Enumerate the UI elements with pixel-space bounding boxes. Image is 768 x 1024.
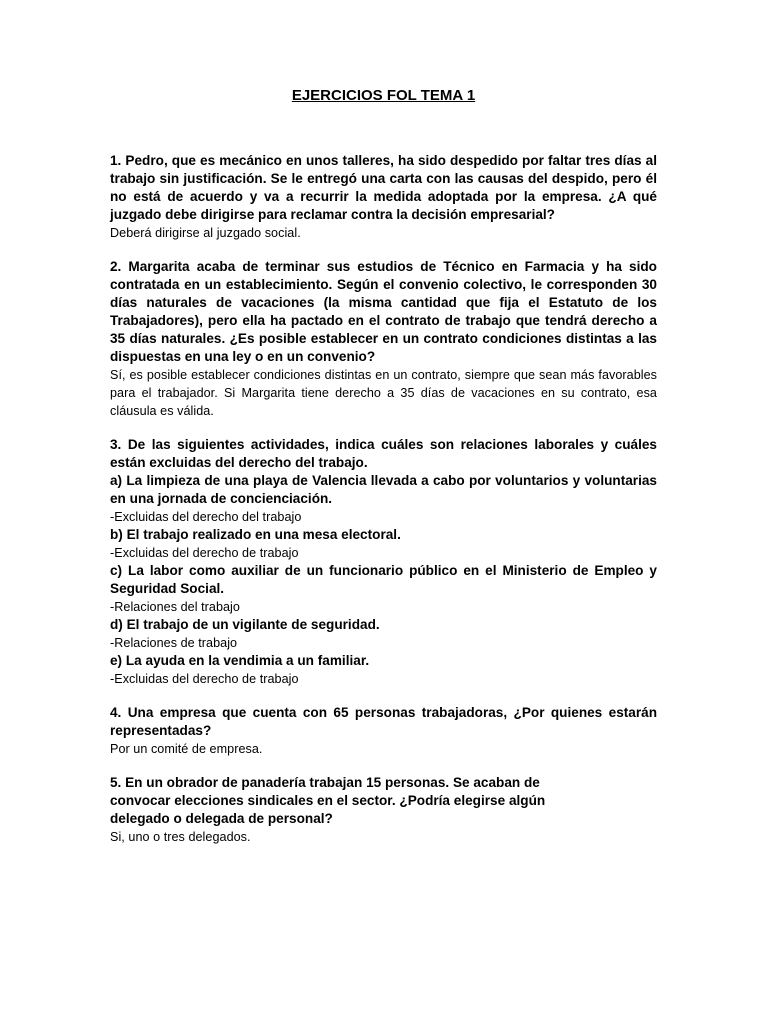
- exercise-3: [110, 436, 657, 688]
- exercise-3-answer-c: -Relaciones del trabajo: [110, 600, 240, 614]
- exercise-3-item-a: a) La limpieza de una playa de Valencia llevada a cabo por voluntarios y voluntarias en una jornada de concienciación.: [110, 473, 657, 506]
- exercise-3-item-d: d) El trabajo de un vigilante de seguridad.: [110, 617, 380, 632]
- exercise-1-answer: Deberá dirigirse al juzgado social.: [110, 226, 301, 240]
- exercise-4: [110, 704, 657, 758]
- exercise-2: [110, 258, 657, 420]
- exercise-5-question: 5. En un obrador de panadería trabajan 15 personas. Se acaban de convocar elecciones sindicales en el sector. ¿Podría elegirse algún delegado o delegada de personal?: [110, 775, 546, 826]
- exercise-1-question: 1. Pedro, que es mecánico en unos talleres, ha sido despedido por faltar tres días al trabajo sin justificación. Se le entregó una carta con las causas del despido, pero él no está de acuerdo y va a recurrir la medida adoptada por la empresa. ¿A qué juzgado debe dirigirse para reclamar contra la decisión empresarial?: [110, 153, 657, 222]
- exercise-3-answer-b: -Excluidas del derecho de trabajo: [110, 546, 299, 560]
- exercise-4-answer: Por un comité de empresa.: [110, 742, 263, 756]
- exercise-3-item-e: e) La ayuda en la vendimia a un familiar.: [110, 653, 370, 668]
- exercise-3-answer-d: -Relaciones de trabajo: [110, 636, 238, 650]
- exercise-2-answer: Sí, es posible establecer condiciones distintas en un contrato, siempre que sean más favorables para el trabajador. Si Margarita tiene derecho a 35 días de vacaciones en su contrato, esa cláusula es válida.: [110, 368, 657, 418]
- document-title: EJERCICIOS FOL TEMA 1: [291, 87, 476, 104]
- exercise-1: [110, 152, 657, 242]
- exercise-2-question: 2. Margarita acaba de terminar sus estudios de Técnico en Farmacia y ha sido contratada en un establecimiento. Según el convenio colectivo, le corresponden 30 días naturales de vacaciones (la misma cantidad que fija el Estatuto de los Trabajadores), pero ella ha pactado en el contrato de trabajo que tendrá derecho a 35 días naturales. ¿Es posible establecer en un contrato condiciones distintas a las dispuestas en una ley o en un convenio?: [110, 259, 657, 364]
- exercise-3-item-b: b) El trabajo realizado en una mesa electoral.: [110, 527, 401, 542]
- document-page: [110, 86, 657, 862]
- exercise-3-answer-a: -Excluidas del derecho del trabajo: [110, 510, 302, 524]
- exercise-4-question: 4. Una empresa que cuenta con 65 personas trabajadoras, ¿Por quienes estarán representadas?: [110, 705, 657, 738]
- exercise-3-answer-e: -Excluidas del derecho de trabajo: [110, 672, 299, 686]
- exercise-3-item-c: c) La labor como auxiliar de un funcionario público en el Ministerio de Empleo y Seguridad Social.: [110, 563, 657, 596]
- exercise-5: [110, 774, 657, 846]
- exercise-5-answer: Si, uno o tres delegados.: [110, 830, 251, 844]
- exercise-3-question: 3. De las siguientes actividades, indica cuáles son relaciones laborales y cuáles están excluidas del derecho del trabajo.: [110, 437, 657, 470]
